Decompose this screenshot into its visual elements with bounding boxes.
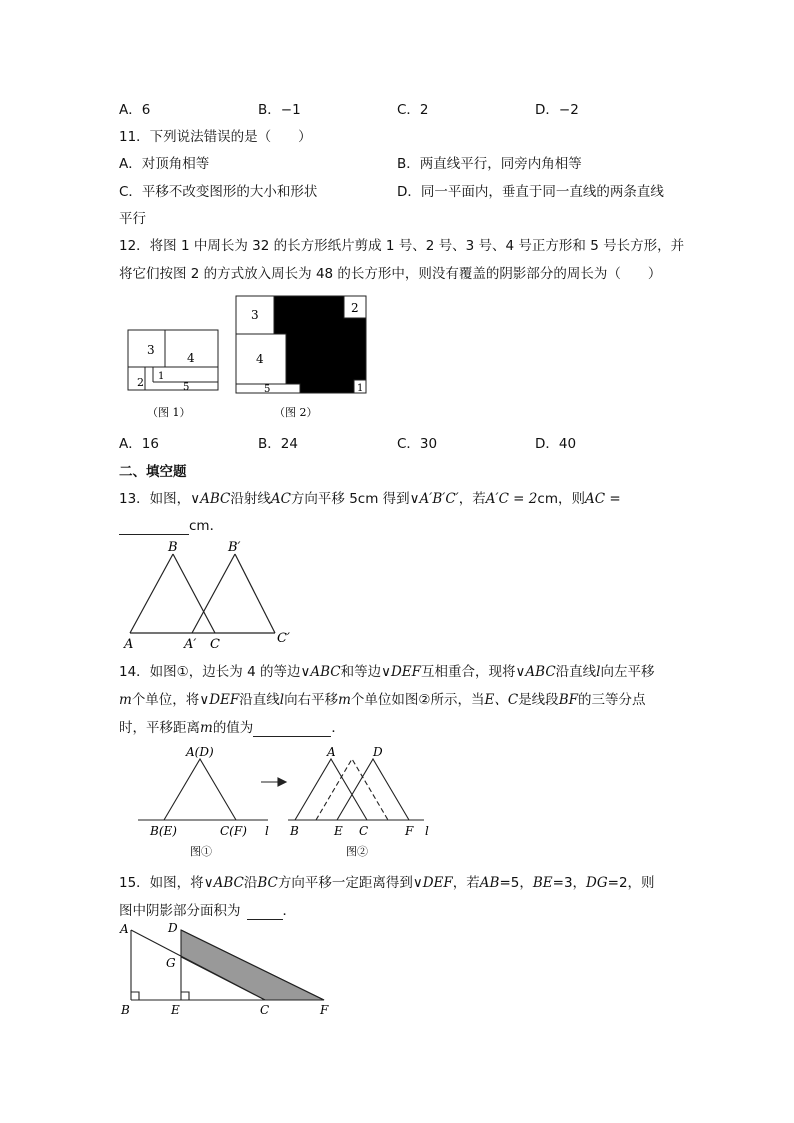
q14-stem-line3: 时，平移距离m的值为 ． xyxy=(119,720,345,736)
q13-label-C2: C′ xyxy=(277,631,290,646)
q15-answer-blank[interactable] xyxy=(247,903,283,920)
q10-option-d: D．−2 xyxy=(535,102,579,118)
fig2-label-3: 3 xyxy=(251,308,259,322)
q13-label-B2: B′ xyxy=(228,540,241,555)
q12-option-b: B．24 xyxy=(258,436,298,452)
q15-label-F: F xyxy=(320,1003,329,1017)
q14-fig2-caption: 图② xyxy=(346,845,368,858)
q14-figures xyxy=(128,742,438,860)
q14-fig2-label-A: A xyxy=(327,745,336,759)
q12-option-c: C．30 xyxy=(397,436,438,452)
fig2-label-4: 4 xyxy=(256,352,264,366)
q12-stem-line1: 12．将图 1 中周长为 32 的长方形纸片剪成 1 号、2 号、3 号、4 号正方形和 5 号长方形，并 xyxy=(119,238,685,254)
q12-option-d: D．40 xyxy=(535,436,577,452)
q10-option-b: B．−1 xyxy=(258,102,301,118)
q14-figure-2 xyxy=(288,759,424,820)
q11-option-d-cont: 平行 xyxy=(119,211,146,227)
fig1-label-3: 3 xyxy=(147,343,155,357)
fig2-label-1: 1 xyxy=(357,383,364,394)
fig2-caption: （图 2） xyxy=(274,406,318,419)
q14-figure-1 xyxy=(138,759,286,820)
q13-label-A: A xyxy=(124,637,134,650)
fig1-label-4: 4 xyxy=(187,351,195,365)
q14-fig2-label-line: l xyxy=(425,824,429,838)
q14-stem-line1: 14．如图①，边长为 4 的等边∨ABC和等边∨DEF互相重合，现将∨ABC沿直线l向左平移 xyxy=(119,664,655,680)
q11-option-d: D．同一平面内，垂直于同一直线的两条直线 xyxy=(397,184,664,200)
q15-label-D: D xyxy=(168,921,178,935)
section-title-fill-blank: 二、填空题 xyxy=(119,464,187,480)
q14-fig1-caption: 图① xyxy=(190,845,212,858)
q14-fig1-label-top: A(D) xyxy=(186,745,214,759)
fig2-label-5: 5 xyxy=(264,384,271,395)
q15-label-A: A xyxy=(120,922,129,936)
q11-option-b: B．两直线平行，同旁内角相等 xyxy=(397,156,582,172)
q15-label-B: B xyxy=(121,1003,130,1017)
q14-fig2-label-F: F xyxy=(405,824,414,838)
q13-label-B: B xyxy=(168,540,178,555)
q11-stem: 11．下列说法错误的是（ ） xyxy=(119,129,312,145)
q15-label-G: G xyxy=(166,956,176,970)
q14-fig2-label-E: E xyxy=(334,824,343,838)
fig1-label-2: 2 xyxy=(137,376,144,389)
fig1-label-5: 5 xyxy=(183,382,190,393)
q13-answer-blank[interactable] xyxy=(119,518,189,535)
q13-label-C: C xyxy=(210,637,220,650)
q13-stem: 13．如图，∨ABC沿射线AC方向平移 5cm 得到∨A′B′C′，若A′C = 2cm，则AC = xyxy=(119,491,621,507)
q13-answer-line: cm． xyxy=(119,514,223,535)
q14-fig2-label-C: C xyxy=(359,824,369,838)
q10-option-c: C．2 xyxy=(397,102,429,118)
q10-option-a: A．6 xyxy=(119,102,151,118)
q12-option-a: A．16 xyxy=(119,436,159,452)
q13-label-A2: A′ xyxy=(184,637,197,650)
q14-fig1-label-right: C(F) xyxy=(220,824,247,838)
q12-stem-line2: 将它们按图 2 的方式放入周长为 48 的长方形中，则没有覆盖的阴影部分的周长为（ ） xyxy=(119,266,662,282)
q14-fig1-label-line: l xyxy=(265,824,269,838)
fig1-caption: （图 1） xyxy=(147,406,191,419)
q14-fig1-label-left: B(E) xyxy=(150,824,177,838)
q11-option-a: A．对顶角相等 xyxy=(119,156,210,172)
q15-label-C: C xyxy=(260,1003,270,1017)
q15-figure xyxy=(116,920,338,1020)
fig2-label-2: 2 xyxy=(351,301,359,315)
q11-option-c: C．平移不改变图形的大小和形状 xyxy=(119,184,318,200)
q14-answer-blank[interactable] xyxy=(253,720,331,737)
q14-fig2-label-B: B xyxy=(290,824,299,838)
q15-stem-line2: 图中阴影部分面积为 ． xyxy=(119,903,296,919)
q15-label-E: E xyxy=(171,1003,180,1017)
q15-stem-line1: 15．如图，将∨ABC沿BC方向平移一定距离得到∨DEF，若AB=5，BE=3，DG=2，则 xyxy=(119,875,655,891)
q13-figure xyxy=(120,538,300,650)
q12-figures xyxy=(125,292,375,420)
q14-fig2-label-D: D xyxy=(373,745,383,759)
fig1-label-1: 1 xyxy=(158,371,165,382)
q14-stem-line2: m个单位，将∨DEF沿直线l向右平移m个单位如图②所示，当E、C是线段BF的三等分点 xyxy=(119,692,646,708)
